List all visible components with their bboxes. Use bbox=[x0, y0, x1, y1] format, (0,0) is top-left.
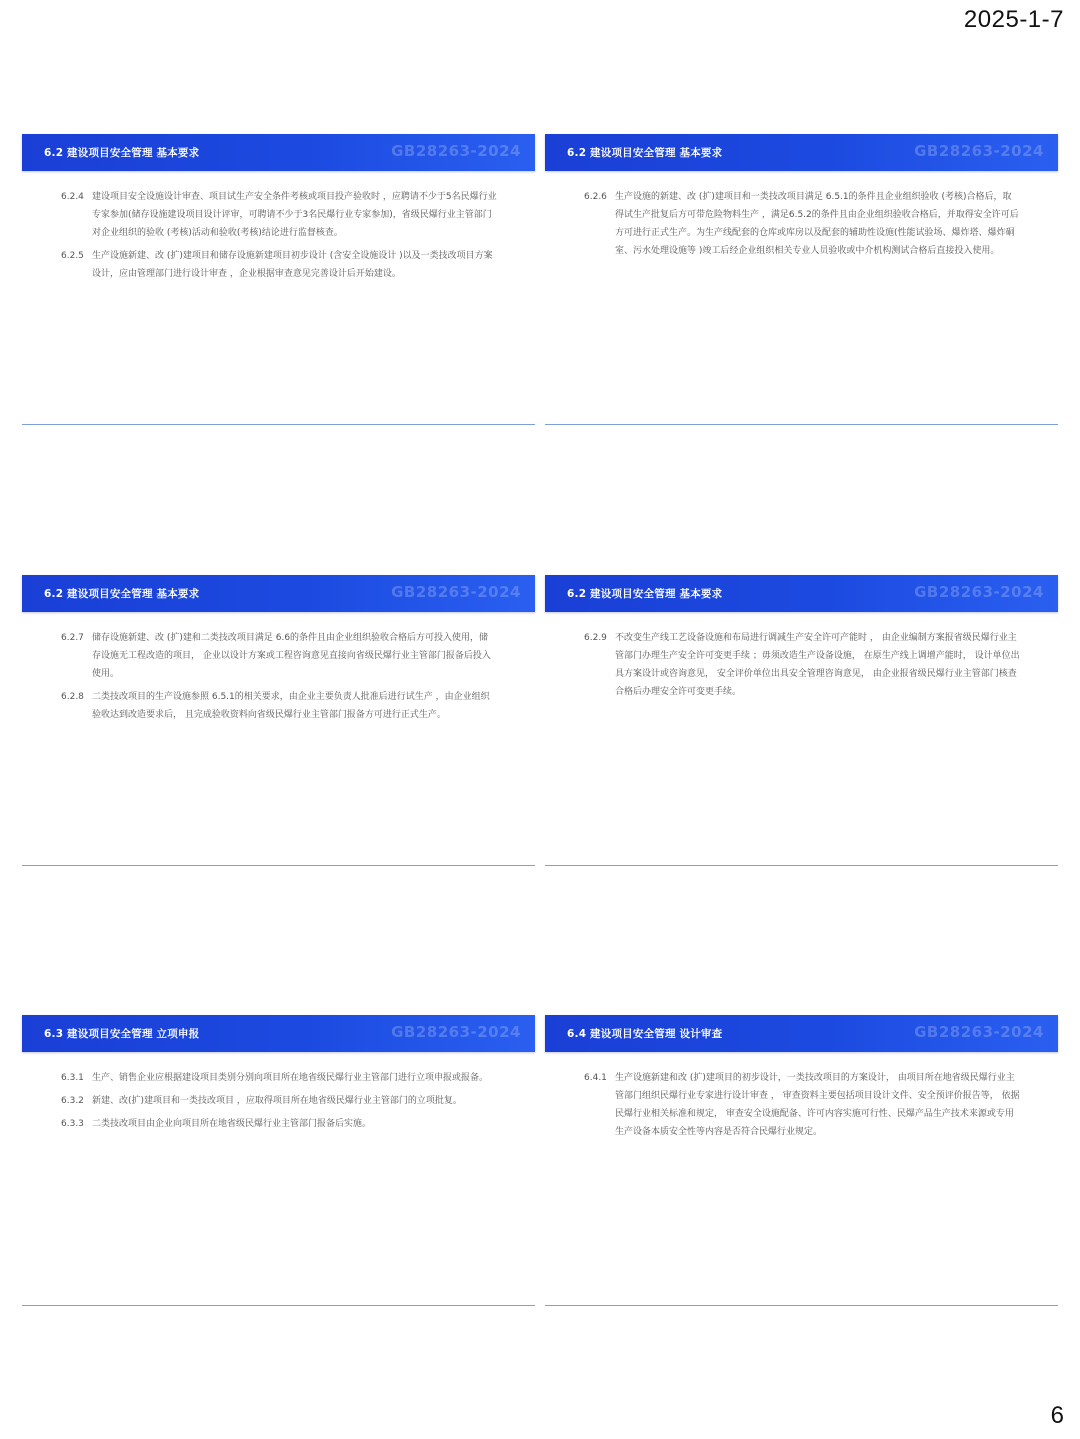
slide-bottom-rule bbox=[22, 1305, 535, 1306]
slide-card bbox=[545, 1015, 1058, 1306]
slide-title-bar bbox=[545, 134, 1058, 171]
document-date: 2025-1-7 bbox=[963, 6, 1064, 33]
slide-bottom-rule bbox=[22, 424, 535, 425]
slide-title-bar bbox=[545, 1015, 1058, 1052]
standard-watermark: GB28263-2024 bbox=[391, 1023, 521, 1041]
slide-title: 6.2 建设项目安全管理 基本要求 bbox=[567, 588, 723, 600]
clause-text: 二类技改项目的生产设施参照 6.5.1的相关要求，由企业主要负责人批准后进行试生产 ，由企业组织验收达到改造要求后， 且完成验收资料向省级民爆行业主管部门报备方可进行正式生产。 bbox=[92, 692, 490, 720]
clause-text: 不改变生产线工艺设备设施和布局进行调减生产安全许可产能时 ， 由企业编制方案报省级民爆行业主管部门办理生产安全许可变更手续 ；毋须改造生产设备设施， 在原生产线上调增产能时， 设计单位出具方案设计或咨询意见， 安全评价单位出具安全管理咨询意见， 由企业报省级民爆行业主管部门核查合格后办理安全许可变更手续。 bbox=[615, 633, 1020, 697]
clause-item bbox=[61, 247, 497, 283]
slide-title: 6.2 建设项目安全管理 基本要求 bbox=[44, 147, 200, 159]
clause-item bbox=[584, 629, 1020, 701]
clause-item bbox=[61, 188, 497, 242]
slide-body bbox=[61, 188, 497, 288]
clause-item bbox=[584, 1069, 1020, 1141]
slide-card bbox=[22, 134, 535, 425]
slide-card bbox=[545, 134, 1058, 425]
clause-item bbox=[61, 688, 497, 724]
clause-text: 生产设施新建和改 (扩)建项目的初步设计，一类技改项目的方案设计， 由项目所在地省级民爆行业主管部门组织民爆行业专家进行设计审查 ， 审查资料主要包括项目设计文件、安全预评价报告等， 依据民爆行业相关标准和规定， 审查安全设施配备、许可内容实施可行性、民爆产品生产技术来源或专用生产设备本质安全性等内容是否符合民爆行业规定。 bbox=[615, 1073, 1020, 1137]
slide-title-bar bbox=[545, 575, 1058, 612]
clause-number: 6.2.6 bbox=[584, 192, 607, 202]
clause-number: 6.2.8 bbox=[61, 692, 84, 702]
slide-card bbox=[22, 575, 535, 866]
clause-item bbox=[61, 1092, 497, 1110]
clause-text: 建设项目安全设施设计审查、项目试生产安全条件考核或项目投产验收时 ，应聘请不少于5名民爆行业专家参加(储存设施建设项目设计评审，可聘请不少于3名民爆行业专家参加)，省级民爆行业主管部门对企业组织的验收 (考核)活动和验收(考核)结论进行监督核查。 bbox=[92, 192, 497, 238]
slide-title: 6.4 建设项目安全管理 设计审查 bbox=[567, 1028, 723, 1040]
slide-bottom-rule bbox=[22, 865, 535, 866]
clause-text: 二类技改项目由企业向项目所在地省级民爆行业主管部门报备后实施。 bbox=[92, 1119, 372, 1129]
standard-watermark: GB28263-2024 bbox=[914, 1023, 1044, 1041]
clause-item bbox=[61, 1069, 497, 1087]
clause-item bbox=[584, 188, 1020, 260]
standard-watermark: GB28263-2024 bbox=[914, 142, 1044, 160]
slide-body bbox=[584, 1069, 1020, 1146]
slide-title-bar bbox=[22, 575, 535, 612]
slide-body bbox=[61, 1069, 497, 1138]
slide-card bbox=[22, 1015, 535, 1306]
clause-number: 6.2.4 bbox=[61, 192, 84, 202]
clause-text: 生产、销售企业应根据建设项目类别分别向项目所在地省级民爆行业主管部门进行立项申报或报备。 bbox=[92, 1073, 489, 1083]
clause-number: 6.3.2 bbox=[61, 1096, 84, 1106]
clause-number: 6.3.1 bbox=[61, 1073, 84, 1083]
slide-bottom-rule bbox=[545, 424, 1058, 425]
slide-body bbox=[61, 629, 497, 729]
slide-bottom-rule bbox=[545, 1305, 1058, 1306]
clause-text: 生产设施的新建、改 (扩)建项目和一类技改项目满足 6.5.1的条件且企业组织验收 (考核)合格后，取得试生产批复后方可带危险物料生产 ，满足6.5.2的条件且由企业组织验收合格后，并取得安全许可后方可进行正式生产。为生产线配套的仓库或库房以及配套的辅助性设施(性能试验场、爆炸塔、爆炸硐室、污水处理设施等 )竣工后经企业组织相关专业人员验收或中介机构测试合格后直接投入使用。 bbox=[615, 192, 1019, 256]
standard-watermark: GB28263-2024 bbox=[391, 583, 521, 601]
slide-title-bar bbox=[22, 134, 535, 171]
clause-text: 新建、改(扩)建项目和一类技改项目 ，应取得项目所在地省级民爆行业主管部门的立项批复。 bbox=[92, 1096, 462, 1106]
slide-title: 6.3 建设项目安全管理 立项申报 bbox=[44, 1028, 200, 1040]
slide-body bbox=[584, 188, 1020, 265]
standard-watermark: GB28263-2024 bbox=[391, 142, 521, 160]
clause-number: 6.2.7 bbox=[61, 633, 84, 643]
slide-title: 6.2 建设项目安全管理 基本要求 bbox=[567, 147, 723, 159]
slide-card bbox=[545, 575, 1058, 866]
clause-number: 6.4.1 bbox=[584, 1073, 607, 1083]
clause-text: 储存设施新建、改 (扩)建和二类技改项目满足 6.6的条件且由企业组织验收合格后方可投入使用，储存设施无工程改造的项目， 企业以设计方案或工程咨询意见直接向省级民爆行业主管部门报备后投入使用。 bbox=[92, 633, 491, 679]
slide-body bbox=[584, 629, 1020, 706]
clause-number: 6.2.9 bbox=[584, 633, 607, 643]
slide-title: 6.2 建设项目安全管理 基本要求 bbox=[44, 588, 200, 600]
standard-watermark: GB28263-2024 bbox=[914, 583, 1044, 601]
clause-item bbox=[61, 1115, 497, 1133]
clause-item bbox=[61, 629, 497, 683]
clause-number: 6.3.3 bbox=[61, 1119, 84, 1129]
page-number: 6 bbox=[1050, 1402, 1064, 1429]
slide-title-bar bbox=[22, 1015, 535, 1052]
clause-text: 生产设施新建、改 (扩)建项目和储存设施新建项目初步设计 (含安全设施设计 )以及一类技改项目方案设计，应由管理部门进行设计审查 ，企业根据审查意见完善设计后开始建设。 bbox=[92, 251, 493, 279]
slide-bottom-rule bbox=[545, 865, 1058, 866]
clause-number: 6.2.5 bbox=[61, 251, 84, 261]
